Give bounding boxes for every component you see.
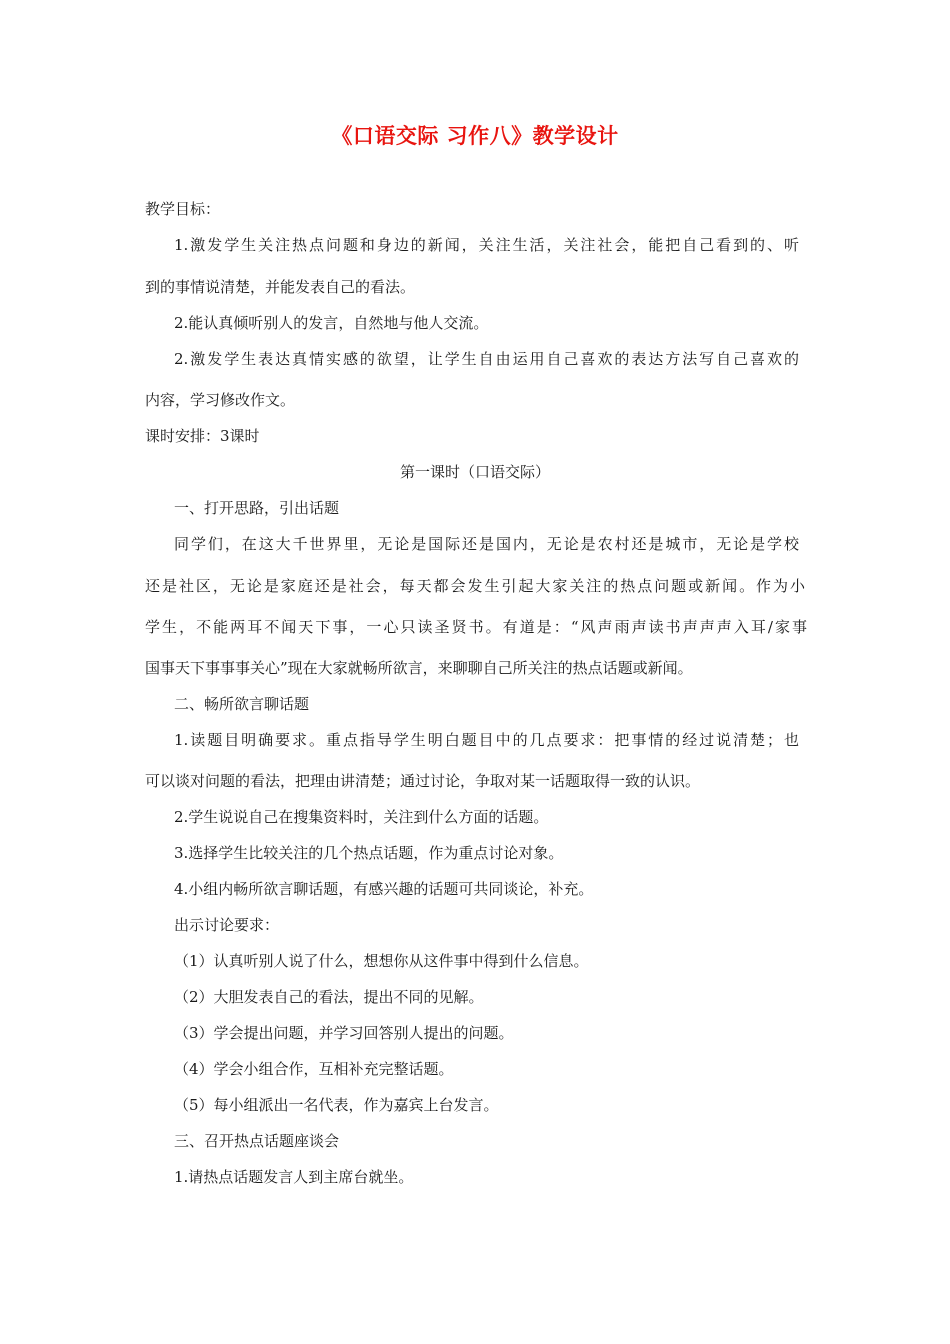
step-three-heading: 三、召开热点话题座谈会 (174, 1132, 340, 1150)
requirement-3: （3）学会提出问题，并学习回答别人提出的问题。 (174, 1024, 514, 1042)
requirement-1: （1）认真听别人说了什么，想想你从这件事中得到什么信息。 (174, 952, 589, 970)
objective-3-line-2: 内容，学习修改作文。 (145, 391, 296, 409)
paragraph-intro-line-2: 还是社区，无论是家庭还是社会，每天都会发生引起大家关注的热点问题或新闻。作为小 (145, 577, 805, 595)
document-title: 《口语交际 习作八》教学设计 (331, 124, 619, 148)
step-two-item-1-line-1: 1.读题目明确要求。重点指导学生明白题目中的几点要求：把事情的经过说清楚；也 (174, 731, 799, 749)
discussion-requirements-heading: 出示讨论要求： (174, 916, 280, 934)
objective-3-line-1: 2.激发学生表达真情实感的欲望，让学生自由运用自己喜欢的表达方法写自己喜欢的 (174, 350, 799, 368)
objective-1-line-2: 到的事情说清楚，并能发表自己的看法。 (145, 278, 416, 296)
requirement-5: （5）每小组派出一名代表，作为嘉宾上台发言。 (174, 1096, 499, 1114)
step-two-item-4: 4.小组内畅所欲言聊话题，有感兴趣的话题可共同谈论，补充。 (174, 880, 594, 898)
objective-1-line-1: 1.激发学生关注热点问题和身边的新闻，关注生活，关注社会，能把自己看到的、听 (174, 236, 799, 254)
section-heading-objectives: 教学目标： (145, 200, 221, 218)
lesson-one-heading: 第一课时（口语交际） (399, 463, 550, 481)
paragraph-intro-line-3: 学生，不能两耳不闻天下事，一心只读圣贤书。有道是：“风声雨声读书声声声入耳/家事 (145, 618, 807, 636)
requirement-2: （2）大胆发表自己的看法，提出不同的见解。 (174, 988, 484, 1006)
step-two-item-1-line-2: 可以谈对问题的看法，把理由讲清楚；通过讨论，争取对某一话题取得一致的认识。 (145, 772, 701, 790)
step-two-item-2: 2.学生说说自己在搜集资料时，关注到什么方面的话题。 (174, 808, 549, 826)
paragraph-intro-line-4: 国事天下事事事关心”现在大家就畅所欲言，来聊聊自己所关注的热点话题或新闻。 (145, 659, 693, 677)
step-two-item-3: 3.选择学生比较关注的几个热点话题，作为重点讨论对象。 (174, 844, 564, 862)
paragraph-intro-line-1: 同学们，在这大千世界里，无论是国际还是国内，无论是农村还是城市，无论是学校 (174, 535, 799, 553)
schedule-line: 课时安排：3课时 (145, 427, 260, 445)
step-three-item-1: 1.请热点话题发言人到主席台就坐。 (174, 1168, 414, 1186)
objective-2: 2.能认真倾听别人的发言，自然地与他人交流。 (174, 314, 489, 332)
step-two-heading: 二、畅所欲言聊话题 (174, 695, 310, 713)
step-one-heading: 一、打开思路，引出话题 (174, 499, 340, 517)
requirement-4: （4）学会小组合作，互相补充完整话题。 (174, 1060, 454, 1078)
